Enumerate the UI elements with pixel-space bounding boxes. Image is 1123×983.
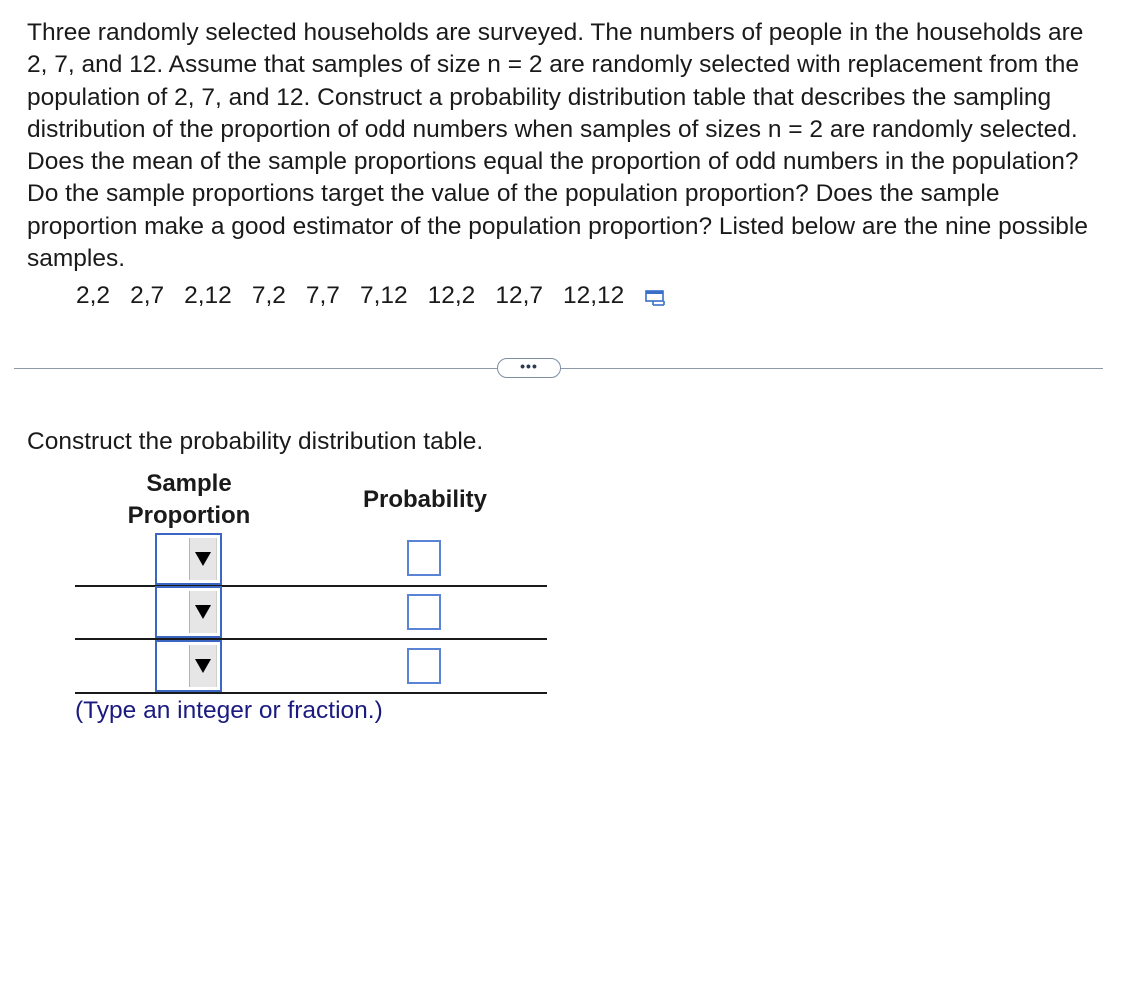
sample-item: 2,7 (130, 282, 165, 309)
header-probability: Probability (362, 486, 488, 513)
triangle-down-icon[interactable] (189, 538, 217, 580)
answer-format-hint: (Type an integer or fraction.) (75, 697, 383, 724)
question-text: Three randomly selected households are surveyed. The numbers of people in the households are 2, 7, and 12. Assume that samples of size n = 2 are randomly selected with replacement from the population of 2, 7, and 12. Construct a probability distribution table that describes the sampling distribution of the proportion of odd numbers when samples of sizes n = 2 are randomly selected. Does the mean of the sample proportions equal the proportion of odd numbers in the population? Do the sample proportions target the value of the population proportion? Does the sample proportion make a good estimator of the population proportion? Listed below are the nine possible samples. (27, 19, 1088, 273)
sample-item: 12,2 (427, 282, 476, 309)
probability-input[interactable] (407, 594, 441, 630)
sample-item: 7,12 (359, 282, 408, 309)
sample-item: 12,12 (563, 282, 625, 309)
triangle-down-icon[interactable] (189, 645, 217, 687)
proportion-dropdown[interactable] (155, 586, 222, 638)
more-button[interactable]: ••• (497, 358, 561, 378)
sample-item: 7,2 (251, 282, 286, 309)
triangle-down-icon[interactable] (189, 591, 217, 633)
part-instruction: Construct the probability distribution table. (27, 428, 484, 455)
table-row-divider (75, 585, 547, 587)
probability-input[interactable] (407, 648, 441, 684)
header-sample-proportion-line1: Sample (146, 470, 232, 497)
samples-list (76, 281, 670, 311)
sample-item: 2,12 (184, 282, 232, 309)
header-sample-proportion-line2: Proportion (127, 502, 251, 529)
sample-item: 2,2 (76, 282, 111, 309)
table-row-divider (75, 638, 547, 640)
proportion-dropdown[interactable] (155, 533, 222, 585)
table-row-divider (75, 692, 547, 694)
probability-input[interactable] (407, 540, 441, 576)
header-sample-proportion (100, 468, 278, 532)
sample-item: 12,7 (495, 282, 543, 309)
sample-item: 7,7 (305, 282, 340, 309)
copy-data-icon[interactable] (644, 286, 670, 306)
proportion-dropdown[interactable] (155, 640, 222, 692)
